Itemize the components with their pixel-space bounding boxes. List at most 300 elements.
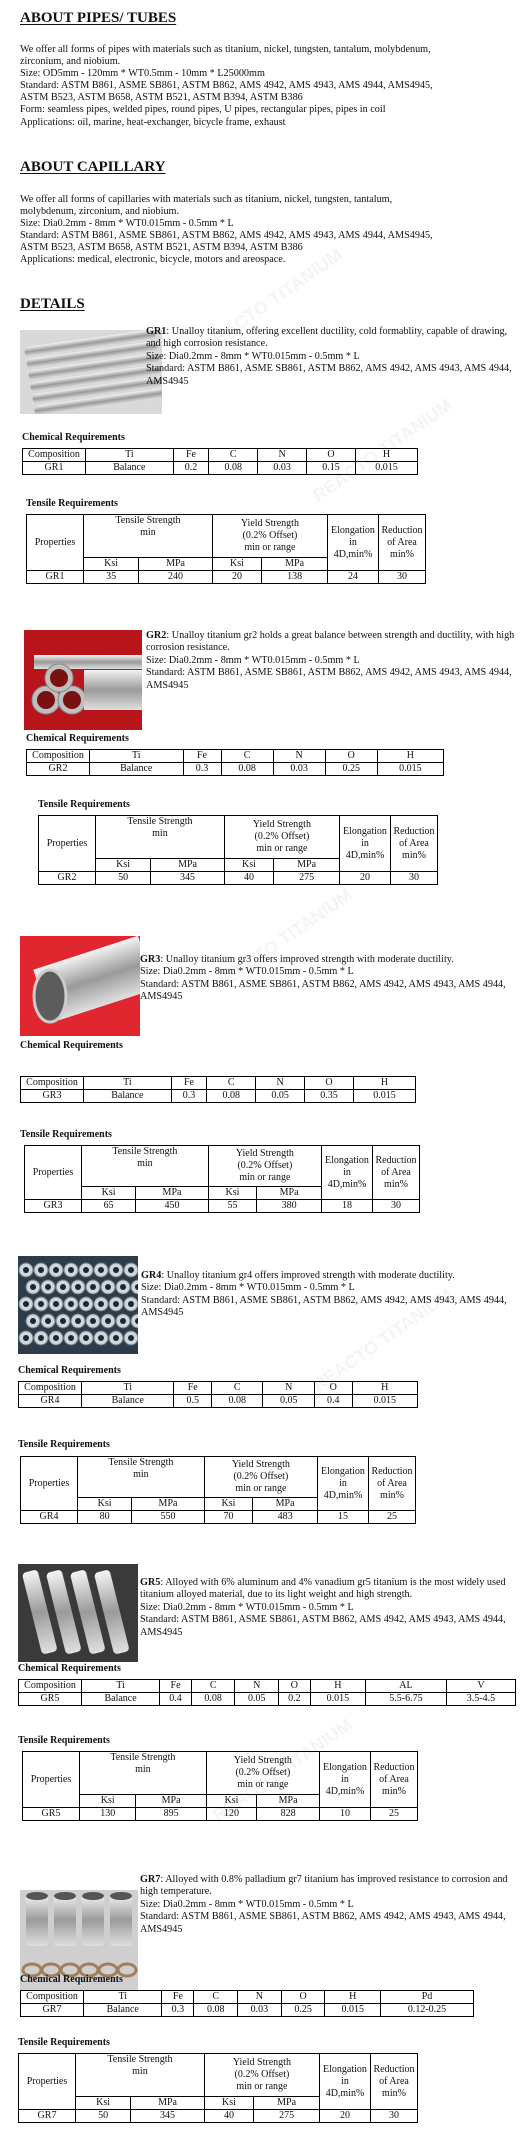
pipes-line: zirconium, and niobium.: [20, 56, 121, 68]
grade-summary: [141, 1270, 520, 1282]
tensile-value: 65: [82, 1200, 136, 1213]
element-value: 0.08: [212, 1395, 263, 1408]
element-header: O: [325, 750, 377, 763]
grade-id-cell: GR4: [21, 1511, 78, 1524]
grade-summary: [140, 1577, 520, 1602]
grade-standard: Standard: ASTM B861, ASME SB861, ASTM B862, AMS 4942, AMS 4943, AMS 4944, AMS4945: [146, 667, 512, 691]
element-header: O: [305, 1077, 354, 1090]
grade-desc-text: : Alloyed with 0.8% palladium gr7 titanium has improved resistance to corrosion and high temperature.: [140, 1874, 508, 1898]
element-header: Ti: [84, 1991, 162, 2004]
header-line: min: [140, 527, 156, 538]
header-line: Tensile Strength: [112, 1146, 178, 1157]
chemical-header-row: [21, 1991, 474, 2004]
header-line: min or range: [235, 1483, 287, 1494]
header-line: Yield Strength: [240, 518, 299, 529]
element-value: 0.03: [238, 2004, 282, 2017]
header-line: Elongation: [323, 2063, 367, 2075]
header-line: Reduction: [381, 524, 423, 536]
header-line: min: [132, 2066, 148, 2077]
composition-header: Composition: [21, 1991, 84, 2004]
element-header: H: [352, 1382, 417, 1395]
header-line: (0.2% Offset): [235, 1767, 291, 1778]
chemical-table: [20, 1990, 474, 2017]
elongation-header: [328, 515, 379, 571]
grade-description: [140, 1874, 520, 1936]
element-value: 0.12-0.25: [380, 2004, 473, 2017]
properties-header: Properties: [21, 1457, 78, 1511]
element-value: 0.4: [160, 1693, 192, 1706]
tensile-value: 345: [131, 2110, 205, 2123]
tensile-value: 275: [254, 2110, 320, 2123]
properties-header: Properties: [23, 1752, 80, 1808]
grade-description: [146, 630, 520, 692]
header-line: Reduction: [371, 1465, 413, 1477]
mpa-unit-header: MPa: [139, 558, 213, 571]
element-header: Ti: [82, 1382, 174, 1395]
grade-standard: Standard: ASTM B861, ASME SB861, ASTM B862, AMS 4942, AMS 4943, AMS 4944, AMS4945: [140, 1614, 506, 1638]
element-header: O: [314, 1382, 352, 1395]
chemical-requirements-label: Chemical Requirements: [18, 1663, 121, 1674]
tensile-header-row: [21, 1457, 416, 1498]
ksi-unit-header: Ksi: [96, 859, 151, 872]
reduction-of-area-header: [371, 1752, 418, 1808]
element-header: Fe: [174, 1382, 212, 1395]
tubes-on-red-photo: [24, 630, 142, 730]
header-line: min or range: [236, 2081, 288, 2092]
ksi-unit-header: Ksi: [84, 558, 139, 571]
header-line: min%: [382, 1785, 406, 1797]
header-line: (0.2% Offset): [254, 831, 310, 842]
grade-id-cell: GR3: [21, 1090, 84, 1103]
chemical-value-row: [19, 1395, 418, 1408]
tensile-header-row: [23, 1752, 418, 1795]
tensile-value: 20: [212, 571, 261, 584]
header-line: Tensile Strength: [127, 816, 193, 827]
element-header: N: [238, 1991, 282, 2004]
header-line: of Area: [379, 1773, 409, 1785]
header-line: 4D,min%: [325, 1785, 365, 1797]
element-value: 0.35: [305, 1090, 354, 1103]
tensile-value: 138: [262, 571, 328, 584]
elongation-header: [340, 816, 391, 872]
tensile-table: [20, 1456, 416, 1524]
grade-id-cell: GR1: [27, 571, 84, 584]
grade-id-cell: GR1: [23, 462, 86, 475]
composition-header: Composition: [21, 1077, 84, 1090]
header-line: of Area: [379, 2075, 409, 2087]
ksi-unit-header: Ksi: [206, 1795, 256, 1808]
pipes-line: We offer all forms of pipes with materials such as titanium, nickel, tungsten, tantalum, molybdenum,: [20, 44, 431, 55]
element-header: C: [191, 1680, 235, 1693]
tensile-table: [18, 2053, 418, 2123]
tensile-value: 275: [274, 872, 340, 885]
chemical-value-row: [21, 1090, 416, 1103]
capillary-line: ASTM B523, ASTM B658, ASTM B521, ASTM B394, ASTM B386: [20, 242, 303, 254]
composition-header: Composition: [27, 750, 90, 763]
header-line: in: [349, 536, 357, 548]
grade-id-cell: GR7: [21, 2004, 84, 2017]
grade-standard: Standard: ASTM B861, ASME SB861, ASTM B862, AMS 4942, AMS 4943, AMS 4944, AMS4945: [140, 1911, 506, 1935]
reduction-of-area-header: [373, 1146, 420, 1200]
ksi-unit-header: Ksi: [82, 1187, 136, 1200]
header-line: Reduction: [373, 1761, 415, 1773]
header-line: of Area: [387, 536, 417, 548]
tube-on-red-photo: [20, 936, 140, 1036]
element-header: C: [207, 1077, 256, 1090]
yield-strength-header: [204, 2054, 319, 2097]
grade-id-cell: GR2: [39, 872, 96, 885]
element-value: 0.03: [273, 763, 325, 776]
mpa-unit-header: MPa: [254, 2097, 320, 2110]
tensile-value: 30: [379, 571, 426, 584]
grade-desc-text: : Unalloy titanium gr2 holds a great balance between strength and ductility, with high corrosion resistance.: [146, 630, 515, 654]
grade-name: GR3: [140, 954, 161, 965]
grade-description: [140, 954, 520, 1004]
element-header: N: [235, 1680, 279, 1693]
grade-description: [141, 1270, 520, 1320]
tensile-table: [24, 1145, 420, 1213]
chemical-header-row: [19, 1382, 418, 1395]
header-line: Tensile Strength: [108, 1457, 174, 1468]
header-line: Reduction: [375, 1154, 417, 1166]
element-value: 0.015: [353, 1090, 415, 1103]
mpa-unit-header: MPa: [257, 1187, 322, 1200]
tensile-strength-header: [82, 1146, 209, 1187]
grade-summary: [140, 954, 520, 966]
tensile-requirements-label: Tensile Requirements: [18, 1439, 110, 1450]
element-value: 0.15: [307, 462, 356, 475]
tensile-value: 30: [371, 2110, 418, 2123]
header-line: Elongation: [325, 1154, 369, 1166]
grade-description: [146, 326, 520, 388]
element-header: Fe: [171, 1077, 207, 1090]
tensile-value: 40: [204, 2110, 253, 2123]
header-line: (0.2% Offset): [237, 1160, 293, 1171]
tensile-value: 120: [206, 1808, 256, 1821]
element-value: 0.03: [258, 462, 307, 475]
element-header: Fe: [162, 1991, 194, 2004]
tensile-value: 25: [371, 1808, 418, 1821]
details-heading: DETAILS: [20, 296, 85, 312]
properties-header: Properties: [19, 2054, 76, 2110]
element-value: 0.5: [174, 1395, 212, 1408]
header-line: of Area: [399, 837, 429, 849]
tensile-strength-header: [84, 515, 213, 558]
header-line: (0.2% Offset): [242, 530, 298, 541]
grade-desc-text: : Unalloy titanium gr3 offers improved strength with moderate ductility.: [160, 954, 454, 965]
grade-id-cell: GR5: [23, 1808, 80, 1821]
chemical-table: [26, 749, 444, 776]
header-line: 4D,min%: [323, 1489, 363, 1501]
chemical-value-row: [23, 462, 418, 475]
chemical-table: [18, 1679, 516, 1706]
capillary-line: We offer all forms of capillaries with materials such as titanium, nickel, tungsten, tantalum,: [20, 194, 393, 205]
chemical-header-row: [27, 750, 444, 763]
element-header: Ti: [90, 750, 184, 763]
element-value: 0.2: [278, 1693, 310, 1706]
header-line: Tensile Strength: [107, 2054, 173, 2065]
elongation-header: [320, 1752, 371, 1808]
tensile-value-row: [19, 2110, 418, 2123]
tensile-requirements-label: Tensile Requirements: [18, 1735, 110, 1746]
tensile-strength-header: [96, 816, 225, 859]
capillary-heading: ABOUT CAPILLARY: [20, 159, 166, 175]
capillary-line: molybdenum, zirconium, and niobium.: [20, 206, 180, 218]
tensile-value: 25: [369, 1511, 416, 1524]
ksi-unit-header: Ksi: [80, 1795, 136, 1808]
element-value: 0.015: [352, 1395, 417, 1408]
elongation-header: [318, 1457, 369, 1511]
tensile-requirements-label: Tensile Requirements: [38, 799, 130, 810]
chemical-requirements-label: Chemical Requirements: [22, 432, 125, 443]
element-header: N: [273, 750, 325, 763]
header-line: Yield Strength: [235, 1148, 294, 1159]
element-value: 0.015: [355, 462, 417, 475]
element-value: Balance: [86, 462, 174, 475]
tensile-value-row: [27, 571, 426, 584]
ksi-unit-header: Ksi: [212, 558, 261, 571]
element-value: Balance: [82, 1693, 160, 1706]
tensile-value: 895: [136, 1808, 206, 1821]
grade-id-cell: GR3: [25, 1200, 82, 1213]
header-line: 4D,min%: [345, 849, 385, 861]
yield-strength-header: [208, 1146, 321, 1187]
chemical-requirements-label: Chemical Requirements: [20, 1040, 123, 1051]
chemical-header-row: [19, 1680, 516, 1693]
tensile-header-row: [19, 2054, 418, 2097]
element-header: C: [221, 750, 273, 763]
element-header: V: [446, 1680, 515, 1693]
tensile-value: 550: [132, 1511, 204, 1524]
reduction-of-area-header: [379, 515, 426, 571]
header-line: (0.2% Offset): [233, 1471, 289, 1482]
tensile-strength-header: [76, 2054, 205, 2097]
grade-desc-text: : Unalloy titanium gr4 offers improved strength with moderate ductility.: [161, 1270, 455, 1281]
header-line: min: [152, 828, 168, 839]
grade-size: Size: Dia0.2mm - 8mm * WT0.015mm - 0.5mm * L: [146, 350, 360, 362]
header-line: min%: [390, 548, 414, 560]
element-value: 0.4: [314, 1395, 352, 1408]
tensile-table: [22, 1751, 418, 1821]
yield-strength-header: [204, 1457, 317, 1498]
ksi-unit-header: Ksi: [224, 859, 273, 872]
elongation-header: [322, 1146, 373, 1200]
element-value: Balance: [84, 1090, 172, 1103]
header-line: 4D,min%: [333, 548, 373, 560]
element-header: C: [212, 1382, 263, 1395]
yield-strength-header: [206, 1752, 319, 1795]
tensile-requirements-label: Tensile Requirements: [26, 498, 118, 509]
tensile-value: 10: [320, 1808, 371, 1821]
ksi-unit-header: Ksi: [78, 1498, 132, 1511]
element-header: O: [281, 1991, 325, 2004]
tensile-table: [38, 815, 438, 885]
capillary-text: [20, 194, 518, 267]
grade-id-cell: GR2: [27, 763, 90, 776]
header-line: Tensile Strength: [110, 1752, 176, 1763]
grade-size: Size: Dia0.2mm - 8mm * WT0.015mm - 0.5mm * L: [140, 1898, 354, 1910]
element-header: N: [258, 449, 307, 462]
chemical-value-row: [21, 2004, 474, 2017]
element-value: Balance: [84, 2004, 162, 2017]
grade-name: GR7: [140, 1874, 161, 1885]
header-line: in: [341, 1773, 349, 1785]
mpa-unit-header: MPa: [136, 1795, 206, 1808]
header-line: Reduction: [393, 825, 435, 837]
element-value: 0.05: [256, 1090, 305, 1103]
header-line: in: [339, 1477, 347, 1489]
element-header: Ti: [86, 449, 174, 462]
tensile-value: 130: [80, 1808, 136, 1821]
header-line: 4D,min%: [327, 1178, 367, 1190]
tensile-value-row: [39, 872, 438, 885]
element-header: O: [307, 449, 356, 462]
tensile-value: 30: [391, 872, 438, 885]
chemical-table: [20, 1076, 416, 1103]
grade-name: GR4: [141, 1270, 162, 1281]
mpa-unit-header: MPa: [151, 859, 225, 872]
header-line: Elongation: [331, 524, 375, 536]
element-value: 0.08: [191, 1693, 235, 1706]
element-value: 0.3: [171, 1090, 207, 1103]
ksi-unit-header: Ksi: [204, 1498, 252, 1511]
element-header: H: [310, 1680, 365, 1693]
element-header: C: [209, 449, 258, 462]
tensile-value: 828: [257, 1808, 320, 1821]
tensile-value: 24: [328, 571, 379, 584]
mpa-unit-header: MPa: [257, 1795, 320, 1808]
chemical-header-row: [23, 449, 418, 462]
element-value: 0.08: [207, 1090, 256, 1103]
grade-standard: Standard: ASTM B861, ASME SB861, ASTM B862, AMS 4942, AMS 4943, AMS 4944, AMS4945: [146, 363, 512, 387]
chemical-header-row: [21, 1077, 416, 1090]
header-line: min%: [382, 2087, 406, 2099]
composition-header: Composition: [19, 1382, 82, 1395]
pipes-line: Size: OD5mm - 120mm * WT0.5mm - 10mm * L25000mm: [20, 68, 265, 80]
chemical-table: [18, 1381, 418, 1408]
tensile-value: 20: [340, 872, 391, 885]
capillary-line: Standard: ASTM B861, ASME SB861, ASTM B862, AMS 4942, AMS 4943, AMS 4944, AMS4945,: [20, 230, 433, 242]
pipes-line: ASTM B523, ASTM B658, ASTM B521, ASTM B394, ASTM B386: [20, 92, 303, 104]
capillary-line: Applications: medical, electronic, bicycle, motors and areospace.: [20, 254, 286, 266]
elongation-header: [320, 2054, 371, 2110]
element-value: 0.2: [173, 462, 209, 475]
tensile-header-row: [27, 515, 426, 558]
grade-id-cell: GR7: [19, 2110, 76, 2123]
composition-header: Composition: [19, 1680, 82, 1693]
tensile-table: [26, 514, 426, 584]
tensile-value: 50: [96, 872, 151, 885]
element-value: 0.05: [263, 1395, 314, 1408]
chemical-requirements-label: Chemical Requirements: [26, 733, 129, 744]
tensile-value: 70: [204, 1511, 252, 1524]
header-line: Elongation: [321, 1465, 365, 1477]
header-line: Reduction: [373, 2063, 415, 2075]
element-value: 0.25: [325, 763, 377, 776]
element-value: 3.5-4.5: [446, 1693, 515, 1706]
grade-desc-text: : Unalloy titanium, offering excellent ductility, cold formablity, capable of drawing, and high corrosion resistance.: [146, 326, 508, 350]
header-line: in: [361, 837, 369, 849]
reduction-of-area-header: [371, 2054, 418, 2110]
element-header: AL: [366, 1680, 447, 1693]
tensile-value: 55: [208, 1200, 256, 1213]
tensile-value-row: [23, 1808, 418, 1821]
header-line: Tensile Strength: [115, 515, 181, 526]
tensile-value: 240: [139, 571, 213, 584]
header-line: in: [341, 2075, 349, 2087]
tensile-value: 380: [257, 1200, 322, 1213]
header-line: of Area: [377, 1477, 407, 1489]
element-header: H: [377, 750, 443, 763]
properties-header: Properties: [25, 1146, 82, 1200]
header-line: min or range: [244, 542, 296, 553]
grade-desc-text: : Alloyed with 6% aluminum and 4% vanadium gr5 titanium is the most widely used titanium alloyed material, due to its light weight and high strength.: [140, 1577, 506, 1601]
ksi-unit-header: Ksi: [76, 2097, 131, 2110]
pipes-line: Applications: oil, marine, heat-exchanger, bicycle frame, exhaust: [20, 116, 286, 128]
chemical-value-row: [19, 1693, 516, 1706]
element-value: Balance: [82, 1395, 174, 1408]
header-line: Yield Strength: [231, 1459, 290, 1470]
grade-description: [140, 1577, 520, 1639]
grade-name: GR5: [140, 1577, 161, 1588]
mpa-unit-header: MPa: [262, 558, 328, 571]
element-value: 5.5-6.75: [366, 1693, 447, 1706]
tensile-requirements-label: Tensile Requirements: [20, 1129, 112, 1140]
tensile-value: 30: [373, 1200, 420, 1213]
grade-summary: [140, 1874, 520, 1899]
header-line: of Area: [381, 1166, 411, 1178]
reduction-of-area-header: [391, 816, 438, 872]
pipes-line: Form: seamless pipes, welded pipes, round pipes, U pipes, rectangular pipes, pipes in coil: [20, 104, 386, 116]
tensile-header-row: [25, 1146, 420, 1187]
element-header: N: [263, 1382, 314, 1395]
header-line: Yield Strength: [252, 819, 311, 830]
header-line: min: [137, 1158, 153, 1169]
header-line: in: [343, 1166, 351, 1178]
pipes-text: [20, 44, 518, 129]
grade-summary: [146, 630, 520, 655]
header-line: Yield Strength: [233, 1755, 292, 1766]
chemical-value-row: [27, 763, 444, 776]
ksi-unit-header: Ksi: [208, 1187, 256, 1200]
yield-strength-header: [224, 816, 339, 859]
tensile-value: 483: [253, 1511, 318, 1524]
header-line: min%: [402, 849, 426, 861]
tensile-value: 35: [84, 571, 139, 584]
element-header: Fe: [160, 1680, 192, 1693]
element-header: H: [325, 1991, 381, 2004]
tensile-value: 20: [320, 2110, 371, 2123]
tensile-value: 50: [76, 2110, 131, 2123]
header-line: min or range: [256, 843, 308, 854]
header-line: 4D,min%: [325, 2087, 365, 2099]
header-line: Elongation: [343, 825, 387, 837]
element-header: C: [194, 1991, 238, 2004]
element-header: H: [355, 449, 417, 462]
yield-strength-header: [212, 515, 327, 558]
composition-header: Composition: [23, 449, 86, 462]
element-header: Fe: [173, 449, 209, 462]
grade-id-cell: GR4: [19, 1395, 82, 1408]
header-line: min or range: [239, 1172, 291, 1183]
element-value: Balance: [90, 763, 184, 776]
ksi-unit-header: Ksi: [204, 2097, 253, 2110]
header-line: min or range: [237, 1779, 289, 1790]
properties-header: Properties: [39, 816, 96, 872]
tensile-value: 40: [224, 872, 273, 885]
tensile-value-row: [25, 1200, 420, 1213]
element-header: Fe: [183, 750, 221, 763]
